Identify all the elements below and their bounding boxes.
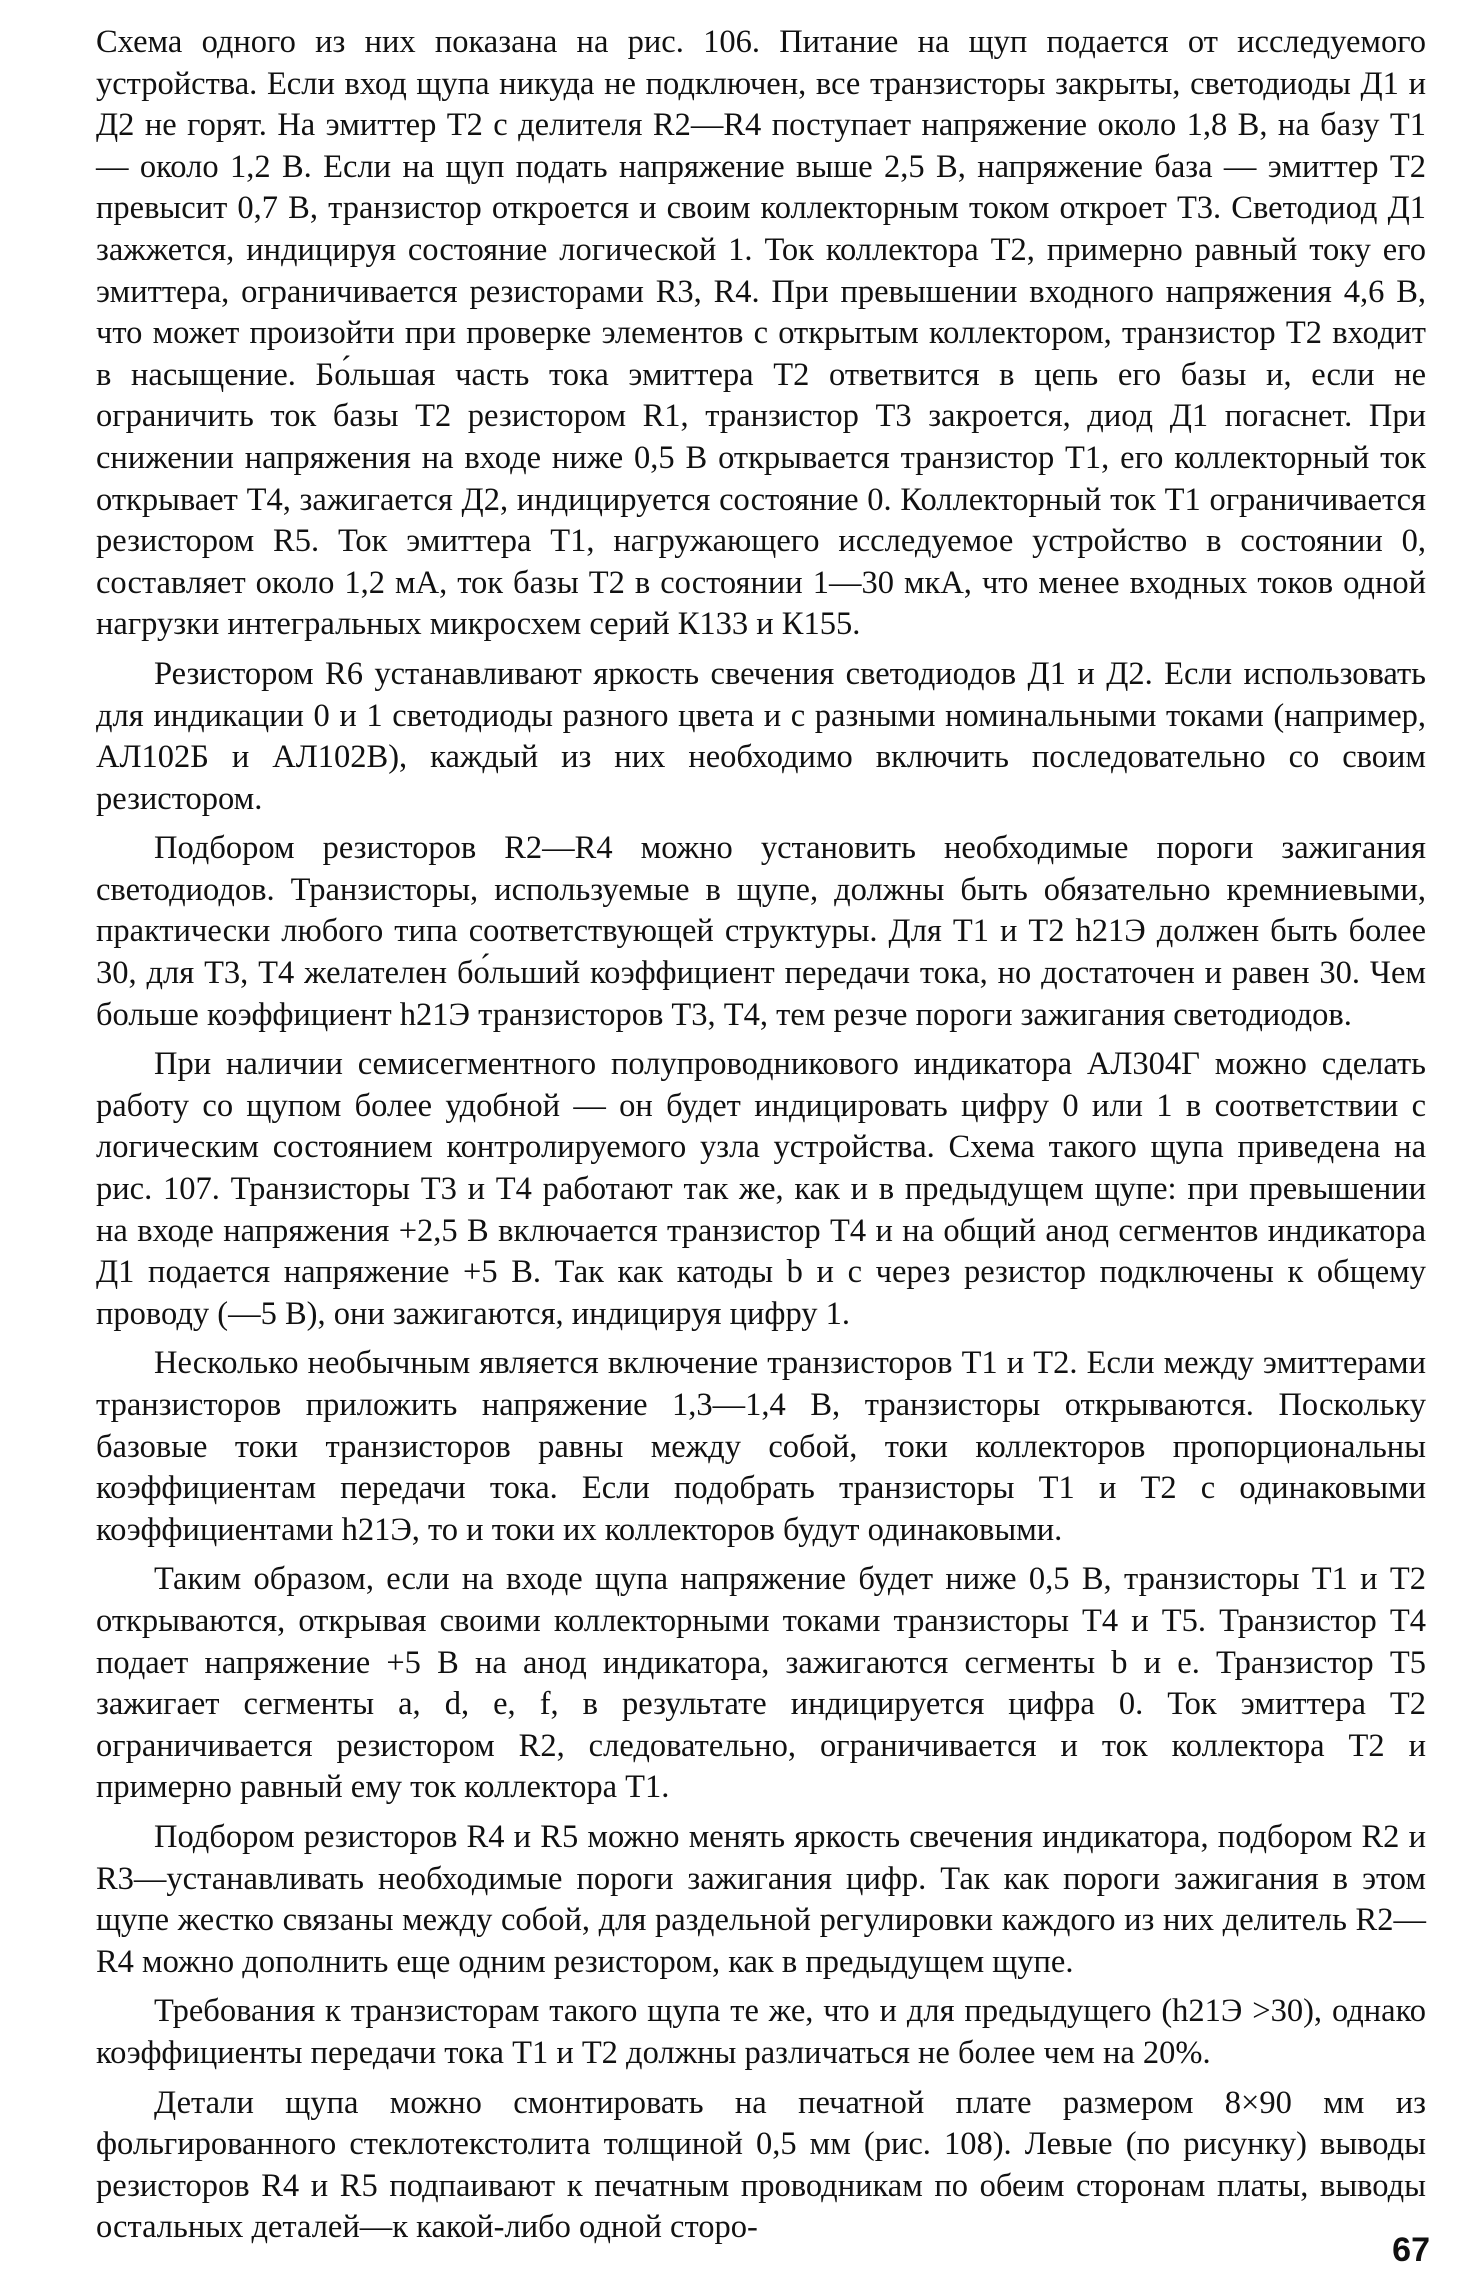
paragraph-9: Детали щупа можно смонтировать на печатной плате размером 8×90 мм из фольгированного стеклотекстолита толщиной 0,5 мм (рис. 108). Левые (по рисунку) выводы резисторов R4 и R5 подпаивают к печатным проводникам по обеим сторонам платы, выводы остальных деталей—к какой-либо одной сторо- [96, 2084, 1426, 2246]
paragraph-8: Требования к транзисторам такого щупа те же, что и для предыдущего (h21Э >30), однако коэффициенты передачи тока Т1 и Т2 должны различаться не более чем на 20%. [96, 1993, 1426, 2071]
paragraph-5: Несколько необычным является включение транзисторов Т1 и Т2. Если между эмиттерами транзисторов приложить напряжение 1,3—1,4 В, транзисторы открываются. Поскольку базовые токи транзисторов равны между собой, токи коллекторов пропорциональны коэффициентам передачи тока. Если подобрать транзисторы Т1 и Т2 с одинаковыми коэффициентами h21Э, то и токи их коллекторов будут одинаковыми. [96, 1345, 1426, 1548]
paragraph-6: Таким образом, если на входе щупа напряжение будет ниже 0,5 В, транзисторы Т1 и Т2 открываются, открывая своими коллекторными токами транзисторы Т4 и Т5. Транзистор Т4 подает напряжение +5 В на анод индикатора, зажигаются сегменты b и e. Транзистор Т5 зажигает сегменты a, d, e, f, в результате индицируется цифра 0. Ток эмиттера Т2 ограничивается резистором R2, следовательно, ограничивается и ток коллектора Т2 и примерно равный ему ток коллектора Т1. [96, 1561, 1426, 1806]
paragraph-2: Резистором R6 устанавливают яркость свечения светодиодов Д1 и Д2. Если использовать для индикации 0 и 1 светодиоды разного цвета и с разными номинальными токами (например, АЛ102Б и АЛ102В), каждый из них необходимо включить последовательно со своим резистором. [96, 655, 1426, 817]
page-number: 67 [1392, 2231, 1430, 2269]
paragraph-7: Подбором резисторов R4 и R5 можно менять яркость свечения индикатора, подбором R2 и R3—устанавливать необходимые пороги зажигания цифр. Так как пороги зажигания в этом щупе жестко связаны между собой, для раздельной регулировки каждого из них делитель R2—R4 можно дополнить еще одним резистором, как в предыдущем щупе. [96, 1818, 1426, 1980]
body-text [96, 22, 1426, 2257]
paragraph-4: При наличии семисегментного полупроводникового индикатора АЛ304Г можно сделать работу со щупом более удобной — он будет индицировать цифру 0 или 1 в соответствии с логическим состоянием контролируемого узла устройства. Схема такого щупа приведена на рис. 107. Транзисторы Т3 и Т4 работают так же, как и в предыдущем щупе: при превышении на входе напряжения +2,5 В включается транзистор Т4 и на общий анод сегментов индикатора Д1 подается напряжение +5 В. Так как катоды b и c через резистор подключены к общему проводу (—5 В), они зажигаются, индицируя цифру 1. [96, 1046, 1426, 1332]
paragraph-3: Подбором резисторов R2—R4 можно установить необходимые пороги зажигания светодиодов. Транзисторы, используемые в щупе, должны быть обязательно кремниевыми, практически любого типа соответствующей структуры. Для Т1 и Т2 h21Э должен быть более 30, для Т3, Т4 желателен бо́льший коэффициент передачи тока, но достаточен и равен 30. Чем больше коэффициент h21Э транзисторов Т3, Т4, тем резче пороги зажигания светодиодов. [96, 830, 1426, 1033]
paragraph-1: Схема одного из них показана на рис. 106. Питание на щуп подается от исследуемого устройства. Если вход щупа никуда не подключен, все транзисторы закрыты, светодиоды Д1 и Д2 не горят. На эмиттер Т2 с делителя R2—R4 поступает напряжение около 1,8 В, на базу Т1 — около 1,2 В. Если на щуп подать напряжение выше 2,5 В, напряжение база — эмиттер Т2 превысит 0,7 В, транзистор откроется и своим коллекторным током откроет Т3. Светодиод Д1 зажжется, индицируя состояние логической 1. Ток коллектора Т2, примерно равный току его эмиттера, ограничивается резисторами R3, R4. При превышении входного напряжения 4,6 В, что может произойти при проверке элементов с открытым коллектором, транзистор Т2 входит в насыщение. Бо́льшая часть тока эмиттера Т2 ответвится в цепь его базы и, если не ограничить ток базы Т2 резистором R1, транзистор Т3 закроется, диод Д1 погаснет. При снижении напряжения на входе ниже 0,5 В открывается транзистор Т1, его коллекторный ток открывает Т4, зажигается Д2, индицируется состояние 0. Коллекторный ток Т1 ограничивается резистором R5. Ток эмиттера Т1, нагружающего исследуемое устройство в состоянии 0, составляет около 1,2 мА, ток базы Т2 в состоянии 1—30 мкА, что менее входных токов одной нагрузки интегральных микросхем серий К133 и К155. [96, 24, 1426, 643]
